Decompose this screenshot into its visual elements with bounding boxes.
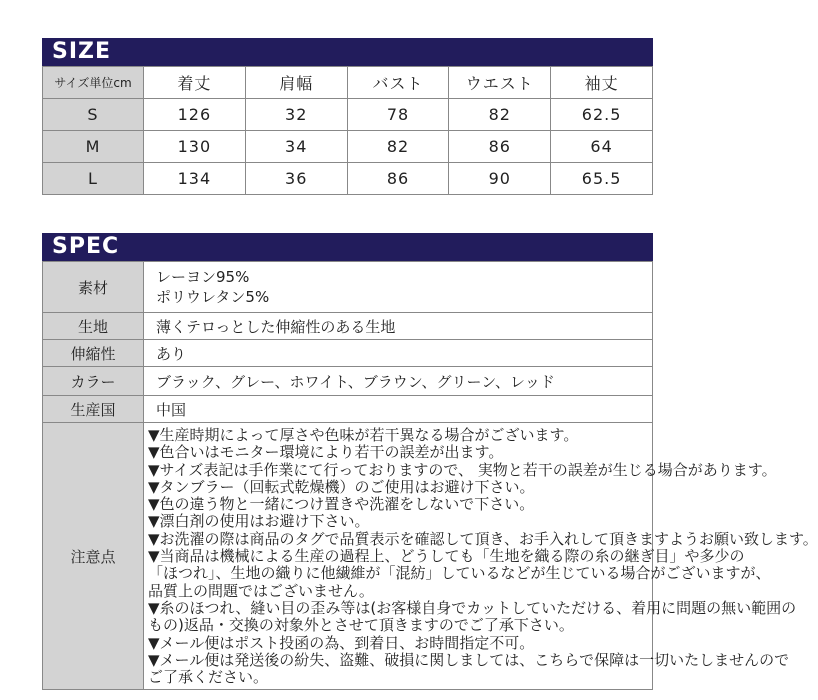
material-line: ポリウレタン5% xyxy=(156,288,270,306)
size-value: 130 xyxy=(144,131,246,163)
spec-row-origin xyxy=(43,396,653,423)
size-value: 126 xyxy=(144,99,246,131)
size-value: 82 xyxy=(347,131,449,163)
spec-row-stretch xyxy=(43,340,653,367)
note-line: ▼色合いはモニター環境により若干の誤差が出ます。 xyxy=(148,443,504,462)
note-line: 「ほつれ」、生地の織りに他繊維が「混紡」しているなどが生じている場合がございますが、 xyxy=(148,564,771,583)
spec-row-color xyxy=(43,367,653,396)
spec-row-notes xyxy=(43,423,653,690)
column-header: 着丈 xyxy=(144,67,246,99)
spec-section-title: SPEC xyxy=(42,233,653,261)
color-label: カラー xyxy=(43,367,144,396)
column-header: 肩幅 xyxy=(245,67,347,99)
size-label: S xyxy=(43,99,144,131)
origin-label: 生産国 xyxy=(43,396,144,423)
size-value: 64 xyxy=(551,131,653,163)
spec-row-material xyxy=(43,262,653,313)
size-value: 62.5 xyxy=(551,99,653,131)
notes-label: 注意点 xyxy=(43,423,144,690)
note-line: もの)返品・交換の対象外とさせて頂きますのでご了承下さい。 xyxy=(148,616,574,635)
note-line: ▼サイズ表記は手作業にて行っておりますので、 実物と若干の誤差が生じる場合があります。 xyxy=(148,460,777,479)
size-value: 86 xyxy=(347,163,449,195)
note-line: ▼タンブラー（回転式乾燥機）のご使用はお避け下さい。 xyxy=(148,477,535,496)
stretch-label: 伸縮性 xyxy=(43,340,144,367)
note-line: ▼お洗濯の際は商品のタグで品質表示を確認して頂き、お手入れして頂きますようお願い致します。 xyxy=(148,529,818,548)
note-line: ▼色の違う物と一緒につけ置きや洗濯をしないで下さい。 xyxy=(148,495,535,514)
size-value: 134 xyxy=(144,163,246,195)
note-line: 品質上の問題ではございません。 xyxy=(148,581,374,600)
note-line: ▼メール便はポスト投函の為、到着日、お時間指定不可。 xyxy=(148,633,535,652)
table-row xyxy=(43,163,653,195)
size-value: 36 xyxy=(245,163,347,195)
note-line: ▼メール便は発送後の紛失、盗難、破損に関しましては、こちらで保障は一切いたしませんので xyxy=(148,650,790,669)
size-value: 86 xyxy=(449,131,551,163)
material-label: 素材 xyxy=(43,262,144,313)
table-row xyxy=(43,99,653,131)
note-line: ご了承ください。 xyxy=(148,668,269,687)
column-header: ウエスト xyxy=(449,67,551,99)
origin-value: 中国 xyxy=(144,396,653,423)
column-header: 袖丈 xyxy=(551,67,653,99)
size-value: 65.5 xyxy=(551,163,653,195)
material-value xyxy=(144,262,653,313)
stretch-value: あり xyxy=(144,340,653,367)
size-label: M xyxy=(43,131,144,163)
note-line: ▼当商品は機械による生産の過程上、どうしても「生地を織る際の糸の継ぎ目」や多少の xyxy=(148,547,745,566)
size-label: L xyxy=(43,163,144,195)
size-header-row xyxy=(43,67,653,99)
table-row xyxy=(43,131,653,163)
note-line: ▼生産時期によって厚さや色味が若干異なる場合がございます。 xyxy=(148,426,579,444)
fabric-value: 薄くテロっとした伸縮性のある生地 xyxy=(144,313,653,340)
spec-table xyxy=(42,261,818,690)
size-section-title: SIZE xyxy=(42,38,653,66)
size-value: 34 xyxy=(245,131,347,163)
size-table xyxy=(42,66,653,195)
fabric-label: 生地 xyxy=(43,313,144,340)
size-value: 78 xyxy=(347,99,449,131)
size-value: 90 xyxy=(449,163,551,195)
note-line: ▼漂白剤の使用はお避け下さい。 xyxy=(148,512,370,531)
size-value: 82 xyxy=(449,99,551,131)
material-line: レーヨン95% xyxy=(156,268,250,286)
note-line: ▼糸のほつれ、縫い目の歪み等は(お客様自身でカットしていただける、着用に問題の無い範囲の xyxy=(148,598,797,617)
size-value: 32 xyxy=(245,99,347,131)
color-value: ブラック、グレー、ホワイト、ブラウン、グリーン、レッド xyxy=(144,367,653,396)
notes-value xyxy=(144,423,818,690)
size-unit-label: サイズ単位cm xyxy=(43,67,144,99)
column-header: バスト xyxy=(347,67,449,99)
spec-row-fabric xyxy=(43,313,653,340)
